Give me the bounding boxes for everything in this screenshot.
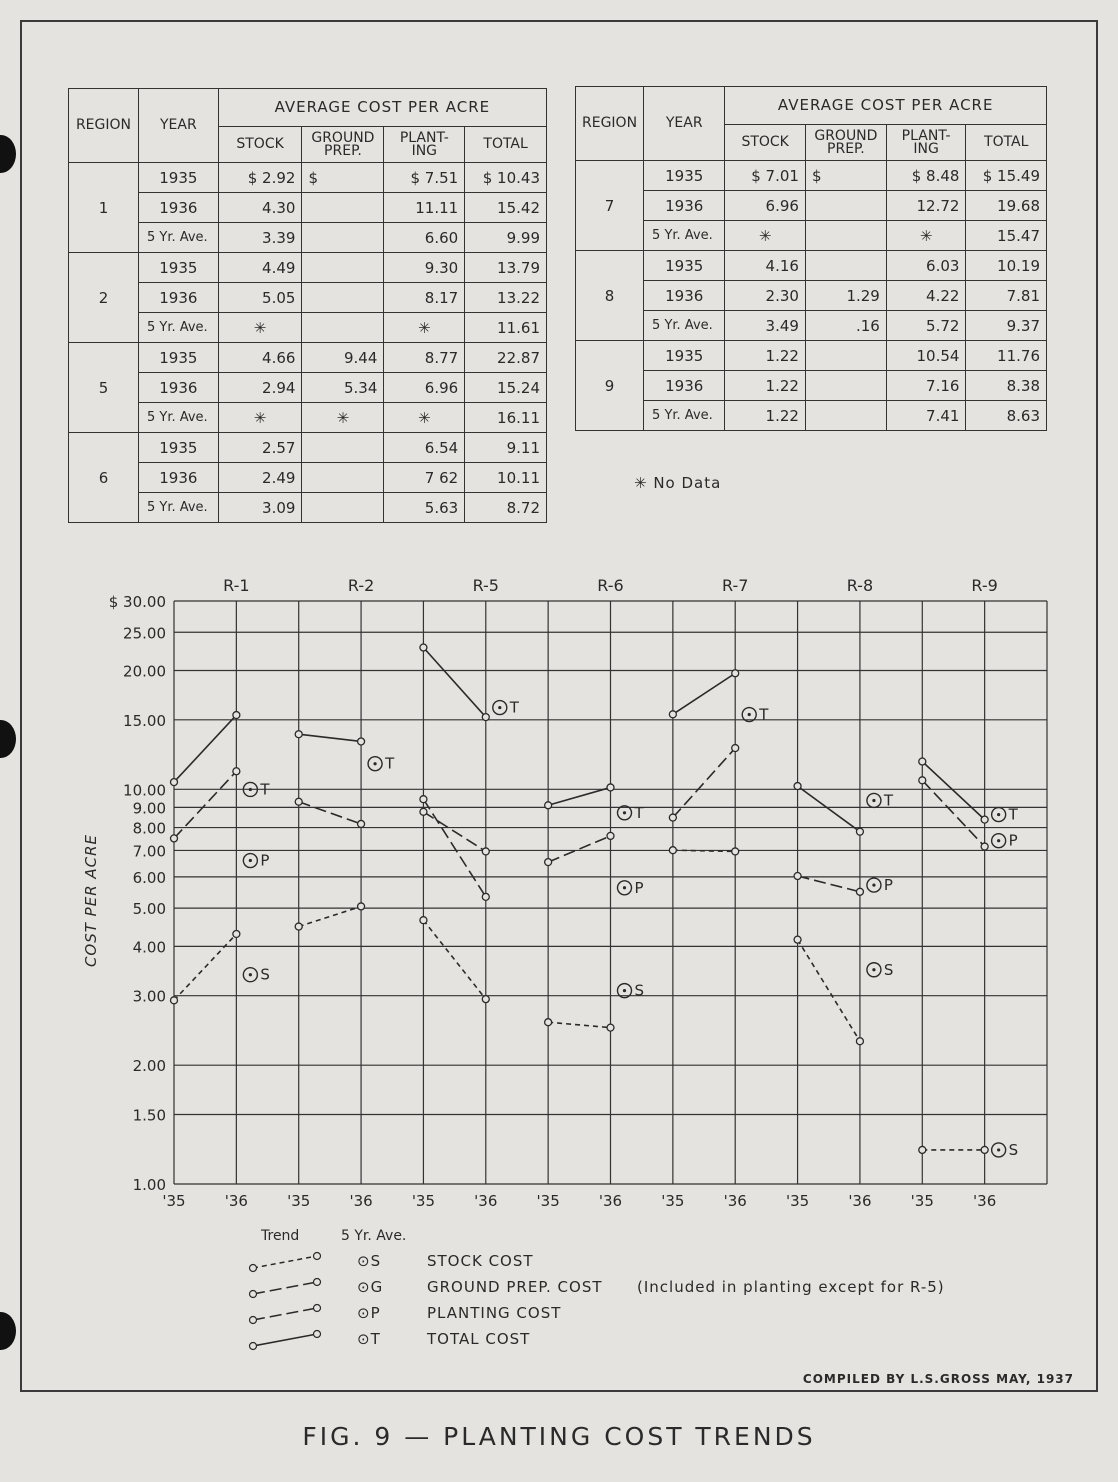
total-cell: 22.87 xyxy=(465,343,547,373)
y-tick-label: 7.00 xyxy=(132,842,166,861)
legend-ave-symbol: ⊙S xyxy=(357,1252,382,1270)
planting-point xyxy=(171,835,178,842)
total-cell: 13.22 xyxy=(465,283,547,313)
planting-cell: 6.03 xyxy=(886,251,966,281)
total-point xyxy=(794,783,801,790)
y-tick-label: 20.00 xyxy=(123,662,166,681)
ave-marker-dot xyxy=(249,859,252,862)
planting-point xyxy=(295,798,302,805)
year-cell: 1935 xyxy=(644,251,725,281)
total-cell: 15.24 xyxy=(465,373,547,403)
col-header-total: TOTAL xyxy=(465,127,547,163)
total-cell: 16.11 xyxy=(465,403,547,433)
y-tick-label: 6.00 xyxy=(132,868,166,887)
planting-cell: 7.16 xyxy=(886,371,966,401)
planting-cell: 4.22 xyxy=(886,281,966,311)
stock-point xyxy=(358,903,365,910)
y-tick-label: 10.00 xyxy=(123,781,166,800)
year-cell: 1935 xyxy=(138,253,218,283)
region-cell: 6 xyxy=(69,433,139,523)
total-point xyxy=(607,784,614,791)
legend-ave-symbol: ⊙T xyxy=(357,1330,381,1348)
total-point xyxy=(981,816,988,823)
panel-region-label: R-8 xyxy=(846,576,874,595)
ground-cell: .16 xyxy=(805,311,886,341)
stock-point xyxy=(794,936,801,943)
y-tick-label: 25.00 xyxy=(123,624,166,643)
y-tick-label: 15.00 xyxy=(123,711,166,730)
planting-cell: ✳ xyxy=(384,403,465,433)
planting-cell: 6.96 xyxy=(384,373,465,403)
y-tick-label: 1.50 xyxy=(132,1106,166,1125)
total-cell: 11.61 xyxy=(465,313,547,343)
ground-cell: 5.34 xyxy=(302,373,384,403)
ave-marker-dot xyxy=(373,762,376,765)
total-point xyxy=(171,779,178,786)
stock-point xyxy=(420,917,427,924)
figure-title: FIG. 9 — PLANTING COST TRENDS xyxy=(302,1422,816,1451)
no-data-note: ✳ No Data xyxy=(634,474,722,492)
stock-cell: ✳ xyxy=(725,221,806,251)
total-cell: 9.37 xyxy=(966,311,1047,341)
y-tick-label: 5.00 xyxy=(132,900,166,919)
total-cell: 8.63 xyxy=(966,401,1047,431)
ave-marker-dot xyxy=(623,811,626,814)
ground-point xyxy=(482,893,489,900)
total-point xyxy=(919,758,926,765)
planting-point xyxy=(732,745,739,752)
legend-item-ground xyxy=(245,1278,1045,1302)
col-header-total: TOTAL xyxy=(966,125,1047,161)
x-tick-label: '35 xyxy=(910,1192,934,1210)
total-cell: 7.81 xyxy=(966,281,1047,311)
stock-point xyxy=(233,930,240,937)
planting-cell: 12.72 xyxy=(886,191,966,221)
planting-trend-line xyxy=(423,812,485,852)
stock-trend-line xyxy=(423,920,485,999)
ground-cell: $ xyxy=(805,161,886,191)
year-cell: 5 Yr. Ave. xyxy=(138,223,218,253)
x-tick-label: '35 xyxy=(162,1192,186,1210)
legend-ave-symbol: ⊙G xyxy=(357,1278,384,1296)
ground-cell: $ xyxy=(302,163,384,193)
stock-point xyxy=(669,847,676,854)
panel-region-label: R-7 xyxy=(722,576,749,595)
legend-item-stock xyxy=(245,1252,1045,1276)
region-cell: 1 xyxy=(69,163,139,253)
total-trend-line xyxy=(174,715,236,782)
panel-region-label: R-5 xyxy=(472,576,499,595)
planting-trend-line xyxy=(174,771,236,838)
legend-ave-header: 5 Yr. Ave. xyxy=(341,1228,407,1244)
ave-marker-dot xyxy=(748,713,751,716)
x-tick-label: '35 xyxy=(785,1192,810,1210)
stock-cell: $ 7.01 xyxy=(725,161,806,191)
planting-cell: $ 7.51 xyxy=(384,163,465,193)
planting-cell: 8.17 xyxy=(384,283,465,313)
stock-cell: 1.22 xyxy=(725,371,806,401)
y-tick-label: 2.00 xyxy=(132,1057,166,1076)
x-tick-label: '35 xyxy=(536,1192,560,1210)
total-point xyxy=(545,802,552,809)
panel-region-label: R-6 xyxy=(597,576,624,595)
col-header-region: REGION xyxy=(576,87,644,161)
total-cell: 8.72 xyxy=(465,493,547,523)
year-cell: 1935 xyxy=(138,163,218,193)
stock-cell: 4.16 xyxy=(725,251,806,281)
total-point xyxy=(295,731,302,738)
planting-point xyxy=(981,843,988,850)
x-tick-label: '36 xyxy=(598,1192,623,1210)
year-cell: 1935 xyxy=(138,433,218,463)
ave-marker-label: T xyxy=(260,780,270,799)
planting-trend-line xyxy=(798,876,860,892)
ave-marker-label: T xyxy=(759,705,769,724)
col-header-ground-prep: GROUND PREP. xyxy=(302,127,384,163)
total-cell: 9.11 xyxy=(465,433,547,463)
stock-point xyxy=(919,1146,926,1153)
year-cell: 1935 xyxy=(644,161,725,191)
ave-marker-dot xyxy=(249,788,252,791)
region-cell: 8 xyxy=(576,251,644,341)
ave-marker-label: T xyxy=(509,698,519,717)
stock-cell: 2.94 xyxy=(218,373,302,403)
stock-cell: 1.22 xyxy=(725,401,806,431)
stock-cell: 5.05 xyxy=(218,283,302,313)
ave-marker-label: S xyxy=(634,981,645,1000)
year-cell: 1936 xyxy=(644,191,725,221)
panel-region-label: R-9 xyxy=(971,576,998,595)
stock-cell: 4.49 xyxy=(218,253,302,283)
year-cell: 1936 xyxy=(644,281,725,311)
stock-point xyxy=(545,1019,552,1026)
year-cell: 1936 xyxy=(644,371,725,401)
legend-item-total xyxy=(245,1330,1045,1354)
stock-cell: ✳ xyxy=(218,313,302,343)
stock-trend-line xyxy=(299,906,361,926)
stock-trend-line xyxy=(174,934,236,1000)
ave-marker-label: S xyxy=(260,965,270,984)
year-cell: 5 Yr. Ave. xyxy=(138,403,218,433)
planting-cell: 6.60 xyxy=(384,223,465,253)
ave-marker-dot xyxy=(997,839,1000,842)
legend-note: (Included in planting except for R-5) xyxy=(637,1278,945,1296)
planting-cell: 10.54 xyxy=(886,341,966,371)
y-axis-title: COST PER ACRE xyxy=(82,833,100,968)
stock-cell: 4.30 xyxy=(218,193,302,223)
ave-marker-dot xyxy=(498,706,501,709)
x-tick-label: '36 xyxy=(848,1192,872,1210)
stock-point xyxy=(482,996,489,1003)
planting-point xyxy=(856,888,863,895)
planting-trend-line xyxy=(299,802,361,824)
x-tick-label: '36 xyxy=(349,1192,373,1210)
total-point xyxy=(358,738,365,745)
planting-point xyxy=(607,832,614,839)
total-cell: 10.11 xyxy=(465,463,547,493)
total-cell: 11.76 xyxy=(966,341,1047,371)
x-tick-label: '36 xyxy=(224,1192,248,1210)
ground-trend-line xyxy=(423,799,485,897)
legend-trend-header: Trend xyxy=(261,1228,300,1244)
planting-point xyxy=(794,873,801,880)
x-tick-label: '35 xyxy=(411,1192,436,1210)
planting-cell: 11.11 xyxy=(384,193,465,223)
y-tick-label: 4.00 xyxy=(132,938,166,957)
stock-cell: 2.30 xyxy=(725,281,806,311)
stock-point xyxy=(732,848,739,855)
stock-cell: 3.39 xyxy=(218,223,302,253)
planting-point xyxy=(669,814,676,821)
x-tick-label: '36 xyxy=(973,1192,997,1210)
col-header-planting: PLANT- ING xyxy=(886,125,966,161)
x-tick-label: '36 xyxy=(723,1192,747,1210)
ground-cell: 9.44 xyxy=(302,343,384,373)
legend-label: GROUND PREP. COST xyxy=(427,1278,603,1296)
total-point xyxy=(732,670,739,677)
stock-point xyxy=(607,1024,614,1031)
ave-marker-dot xyxy=(623,886,626,889)
total-point xyxy=(482,714,489,721)
planting-cell: 9.30 xyxy=(384,253,465,283)
planting-cell: 5.72 xyxy=(886,311,966,341)
ave-marker-label: T xyxy=(883,791,894,810)
legend-item-planting xyxy=(245,1304,1045,1328)
stock-cell: 2.57 xyxy=(218,433,302,463)
ave-marker-label: P xyxy=(260,851,270,870)
stock-point xyxy=(171,997,178,1004)
planting-cell: 7 62 xyxy=(384,463,465,493)
ave-marker-dot xyxy=(997,1148,1000,1151)
planting-point xyxy=(420,808,427,815)
stock-point xyxy=(981,1146,988,1153)
region-cell: 2 xyxy=(69,253,139,343)
total-trend-line xyxy=(548,787,610,805)
region-cell: 9 xyxy=(576,341,644,431)
col-header-planting: PLANT- ING xyxy=(384,127,465,163)
total-point xyxy=(669,711,676,718)
col-header-average-cost: AVERAGE COST PER ACRE xyxy=(725,87,1047,125)
planting-cell: 5.63 xyxy=(384,493,465,523)
col-header-year: YEAR xyxy=(138,89,218,163)
col-header-year: YEAR xyxy=(644,87,725,161)
col-header-stock: STOCK xyxy=(725,125,806,161)
ave-marker-dot xyxy=(249,973,252,976)
year-cell: 1935 xyxy=(644,341,725,371)
total-trend-line xyxy=(798,786,860,832)
ave-marker-label: P xyxy=(1008,831,1018,850)
total-trend-line xyxy=(299,734,361,741)
stock-point xyxy=(295,923,302,930)
y-tick-label: 3.00 xyxy=(132,987,166,1006)
panel-region-label: R-2 xyxy=(347,576,375,595)
stock-cell: 3.49 xyxy=(725,311,806,341)
ave-marker-label: S xyxy=(883,960,894,979)
legend-label: PLANTING COST xyxy=(427,1304,562,1322)
year-cell: 5 Yr. Ave. xyxy=(138,493,218,523)
total-point xyxy=(233,712,240,719)
stock-cell: ✳ xyxy=(218,403,302,433)
ground-cell: ✳ xyxy=(302,403,384,433)
ave-marker-dot xyxy=(997,813,1000,816)
year-cell: 5 Yr. Ave. xyxy=(644,311,725,341)
total-cell: 8.38 xyxy=(966,371,1047,401)
planting-cell: 8.77 xyxy=(384,343,465,373)
total-point xyxy=(856,828,863,835)
ave-marker-label: T xyxy=(1008,805,1018,824)
y-tick-label: 9.00 xyxy=(132,799,166,818)
ave-marker-label: P xyxy=(634,878,644,897)
planting-cell: $ 8.48 xyxy=(886,161,966,191)
year-cell: 1936 xyxy=(138,283,218,313)
year-cell: 5 Yr. Ave. xyxy=(138,313,218,343)
x-tick-label: '36 xyxy=(474,1192,498,1210)
planting-point xyxy=(482,848,489,855)
total-trend-line xyxy=(922,762,984,820)
year-cell: 1936 xyxy=(138,373,218,403)
region-cell: 5 xyxy=(69,343,139,433)
total-point xyxy=(420,644,427,651)
planting-point xyxy=(233,768,240,775)
ground-point xyxy=(420,796,427,803)
year-cell: 5 Yr. Ave. xyxy=(644,221,725,251)
planting-cell: 7.41 xyxy=(886,401,966,431)
total-cell: 10.19 xyxy=(966,251,1047,281)
total-cell: $ 10.43 xyxy=(465,163,547,193)
ground-cell: 1.29 xyxy=(805,281,886,311)
ave-marker-label: P xyxy=(883,876,893,895)
total-cell: 15.42 xyxy=(465,193,547,223)
x-tick-label: '35 xyxy=(661,1192,685,1210)
stock-cell: 4.66 xyxy=(218,343,302,373)
ave-marker-dot xyxy=(623,989,626,992)
ave-marker-dot xyxy=(872,799,875,802)
compiled-by: COMPILED BY L.S.GROSS MAY, 1937 xyxy=(802,1372,1074,1386)
legend-label: STOCK COST xyxy=(427,1252,534,1270)
total-trend-line xyxy=(673,673,735,714)
panel-region-label: R-1 xyxy=(223,576,250,595)
stock-point xyxy=(856,1038,863,1045)
col-header-region: REGION xyxy=(69,89,139,163)
planting-cell: ✳ xyxy=(384,313,465,343)
stock-trend-line xyxy=(548,1022,610,1027)
total-trend-line xyxy=(423,648,485,718)
planting-point xyxy=(919,777,926,784)
total-cell: 13.79 xyxy=(465,253,547,283)
y-tick-label: $ 30.00 xyxy=(108,593,166,611)
y-tick-label: 8.00 xyxy=(132,819,166,838)
ave-marker-label: T xyxy=(385,754,395,773)
stock-cell: 2.49 xyxy=(218,463,302,493)
total-cell: 19.68 xyxy=(966,191,1047,221)
legend-ave-symbol: ⊙P xyxy=(357,1304,381,1322)
stock-cell: 6.96 xyxy=(725,191,806,221)
legend-label: TOTAL COST xyxy=(427,1330,531,1348)
planting-cell: 6.54 xyxy=(384,433,465,463)
ave-marker-dot xyxy=(872,883,875,886)
total-cell: 15.47 xyxy=(966,221,1047,251)
x-tick-label: '35 xyxy=(287,1192,311,1210)
region-cell: 7 xyxy=(576,161,644,251)
stock-trend-line xyxy=(798,940,860,1042)
planting-point xyxy=(545,859,552,866)
ave-marker-label: S xyxy=(1008,1140,1019,1159)
ave-marker-dot xyxy=(872,968,875,971)
ave-marker-label: T xyxy=(634,803,644,822)
col-header-stock: STOCK xyxy=(218,127,302,163)
stock-cell: 1.22 xyxy=(725,341,806,371)
y-tick-label: 1.00 xyxy=(132,1176,166,1194)
stock-cell: 3.09 xyxy=(218,493,302,523)
planting-point xyxy=(358,820,365,827)
col-header-ground-prep: GROUND PREP. xyxy=(805,125,886,161)
total-cell: $ 15.49 xyxy=(966,161,1047,191)
planting-trend-line xyxy=(548,836,610,862)
year-cell: 1935 xyxy=(138,343,218,373)
year-cell: 1936 xyxy=(138,463,218,493)
year-cell: 5 Yr. Ave. xyxy=(644,401,725,431)
planting-cell: ✳ xyxy=(886,221,966,251)
stock-cell: $ 2.92 xyxy=(218,163,302,193)
col-header-average-cost: AVERAGE COST PER ACRE xyxy=(218,89,546,127)
legend xyxy=(245,1228,1045,1358)
total-cell: 9.99 xyxy=(465,223,547,253)
year-cell: 1936 xyxy=(138,193,218,223)
